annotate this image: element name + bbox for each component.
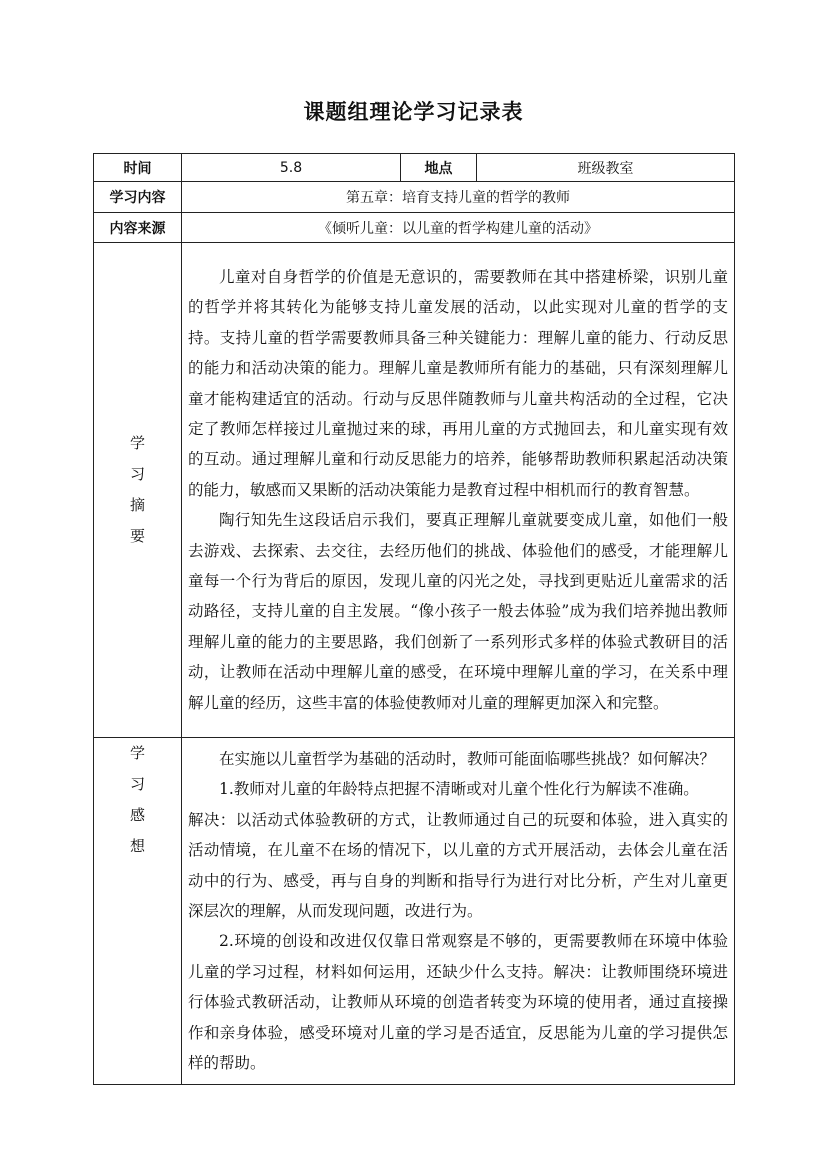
content-row: [94, 182, 735, 213]
reflection-text: [182, 738, 735, 1085]
reflection-paragraph: 在实施以儿童哲学为基础的活动时，教师可能面临哪些挑战？如何解决？: [219, 750, 716, 768]
reflection-label-char: 学: [129, 744, 145, 762]
reflection-paragraph: 2.环境的创设和改进仅仅靠日常观察是不够的，更需要教师在环境中体验儿童的学习过程，材料如何运用，还缺少什么支持。解决：让教师围绕环境进行体验式教研活动，让教师从环境的创造者转变为环境的使用者，通过直接操作和亲身体验，感受环境对儿童的学习是否适宜，反思能为儿童的学习提供怎样的帮助。: [188, 932, 728, 1073]
summary-paragraph: 儿童对自身哲学的价值是无意识的，需要教师在其中搭建桥梁，识别儿童的哲学并将其转化为能够支持儿童发展的活动，以此实现对儿童的哲学的支持。支持儿童的哲学需要教师具备三种关键能力：理解儿童的能力、行动反思的能力和活动决策的能力。理解儿童是教师所有能力的基础，只有深刻理解儿童才能构建适宜的活动。行动与反思伴随教师与儿童共构活动的全过程，它决定了教师怎样接过儿童抛过来的球，再用儿童的方式抛回去，和儿童实现有效的互动。通过理解儿童和行动反思能力的培养，能够帮助教师积累起活动决策的能力，敏感而又果断的活动决策能力是教育过程中相机而行的教育智慧。: [188, 267, 728, 499]
summary-label-char: 要: [129, 527, 145, 545]
summary-label: [94, 243, 182, 738]
summary-label-char: 学: [129, 434, 145, 452]
reflection-label-char: 感: [129, 806, 145, 824]
record-table: [93, 153, 735, 1085]
place-value: 班级教室: [477, 154, 735, 182]
reflection-paragraph: 解决：以活动式体验教研的方式，让教师通过自己的玩耍和体验，进入真实的活动情境，在儿童不在场的情况下，以儿童的方式开展活动，去体会儿童在活动中的行为、感受，再与自身的判断和指导行为进行对比分析，产生对儿童更深层次的理解，从而发现问题，改进行为。: [188, 810, 728, 921]
summary-label-char: 摘: [129, 496, 145, 514]
source-row: [94, 213, 735, 243]
reflection-paragraph: 1.教师对儿童的年龄特点把握不清晰或对儿童个性化行为解读不准确。: [219, 780, 699, 799]
time-label: 时间: [94, 154, 182, 182]
reflection-label: [94, 738, 182, 1085]
content-value: 第五章：培育支持儿童的哲学的教师: [182, 182, 735, 213]
source-value: 《倾听儿童：以儿童的哲学构建儿童的活动》: [182, 213, 735, 243]
summary-text: [182, 243, 735, 738]
summary-label-char: 习: [129, 465, 145, 483]
content-label: 学习内容: [94, 182, 182, 213]
place-label: 地点: [401, 154, 477, 182]
reflection-row: [94, 738, 735, 1085]
summary-paragraph: 陶行知先生这段话启示我们，要真正理解儿童就要变成儿童，如他们一般去游戏、去探索、去交往，去经历他们的挑战、体验他们的感受，才能理解儿童每一个行为背后的原因，发现儿童的闪光之处，寻找到更贴近儿童需求的活动路径，支持儿童的自主发展。“像小孩子一般去体验”成为我们培养抛出教师理解儿童的能力的主要思路，我们创新了一系列形式多样的体验式教研目的活动，让教师在活动中理解儿童的感受，在环境中理解儿童的学习，在关系中理解儿童的经历，这些丰富的体验使教师对儿童的理解更加深入和完整。: [188, 511, 728, 712]
time-row: [94, 154, 735, 182]
reflection-label-char: 习: [129, 775, 145, 793]
page-title: 课题组理论学习记录表: [303, 100, 524, 124]
source-label: 内容来源: [94, 213, 182, 243]
summary-row: [94, 243, 735, 738]
reflection-label-char: 想: [129, 837, 145, 855]
time-value: 5.8: [182, 154, 401, 182]
